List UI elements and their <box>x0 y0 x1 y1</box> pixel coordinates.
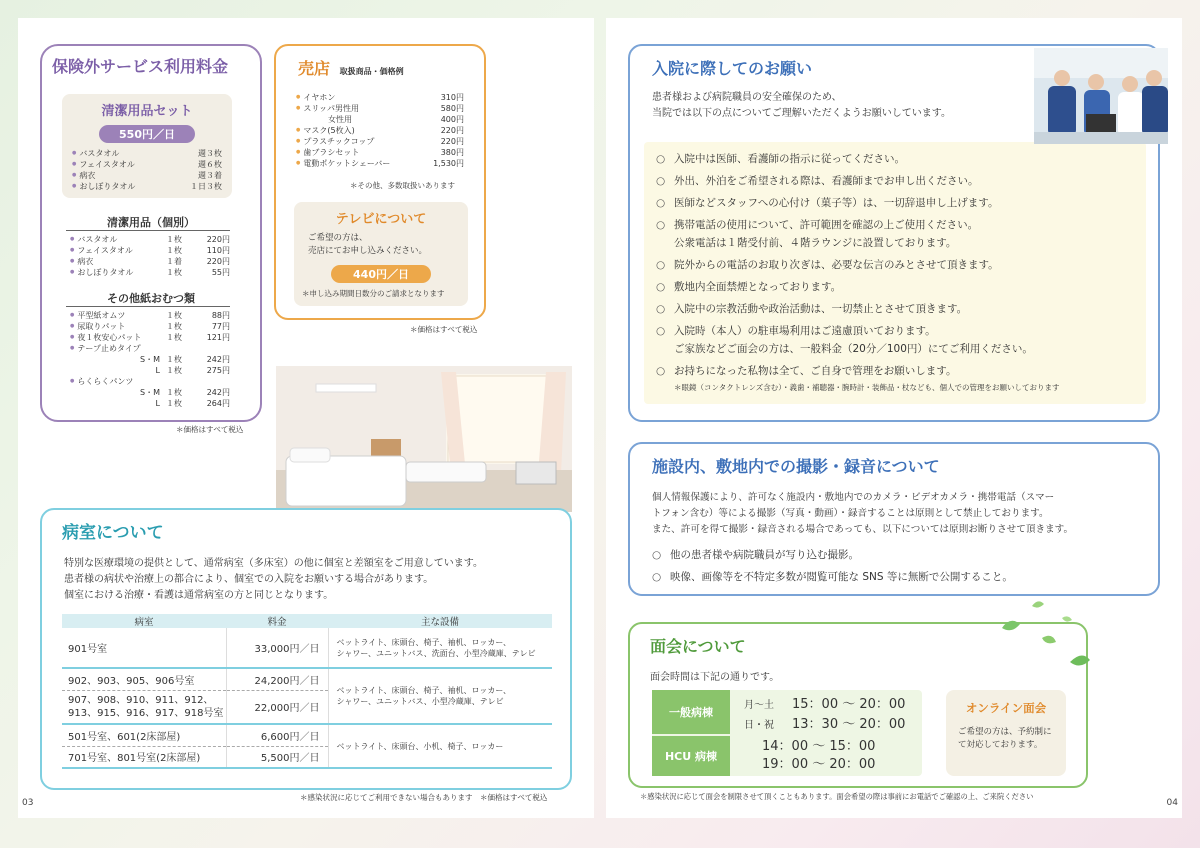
admission-title: 入院に際してのお願い <box>652 59 813 78</box>
admission-list <box>656 152 1134 395</box>
time-label: 14：00 ～ 15：00 <box>762 739 876 754</box>
item-name: ● バスタオル <box>70 234 166 245</box>
item-content <box>674 152 905 166</box>
header-equip: 主な設備 <box>420 617 459 628</box>
item-content <box>674 280 841 294</box>
photo-text <box>652 490 1073 538</box>
diaper-title: その他紙おむつ類 <box>107 292 195 305</box>
equip-cell: ベットライト、床頭台、椅子、袖机、ロッカー、 シャワー、ユニットバス、小型冷蔵庫、テレビ <box>336 686 512 706</box>
list-item <box>72 148 222 159</box>
rooms-table <box>62 614 552 769</box>
item-name: ● 病衣 <box>70 256 166 267</box>
list-item <box>70 245 230 256</box>
table-row <box>62 668 552 690</box>
item-qty: 週３着 <box>198 171 222 180</box>
item-price <box>194 343 230 354</box>
rooms-text-line: 特別な医療環境の提供として、通常病室（多床室）の他に個室と差額室をご用意しています。 <box>64 558 483 569</box>
item-qty: 週３枚 <box>198 149 222 158</box>
item-name: ● おしぼりタオル <box>70 267 166 278</box>
item-qty: １枚 <box>166 399 182 408</box>
item-qty: １枚 <box>166 355 182 364</box>
item-size: S・M <box>140 388 160 397</box>
item-price: 400円 <box>440 115 464 124</box>
list-item <box>70 234 230 245</box>
item-qty <box>166 343 194 354</box>
item-text: 入院時（本人）の駐車場利用はご遠慮頂いております。 <box>674 325 936 337</box>
visit-note: ＊感染状況に応じて面会を制限させて頂くこともあります。面会希望の際は事前にお電話でご確認の上、ご来院ください <box>640 792 1034 801</box>
item-price: 580円 <box>440 104 464 113</box>
item-price: 220円 <box>440 137 464 146</box>
hcu-hours <box>762 738 875 774</box>
general-row <box>744 695 905 715</box>
room-cell: 907、908、910、911、912、 913、915、916、917、918号室 <box>68 694 224 719</box>
photo-text-line: トフォン含む）等による撮影（写真・動画）・録音することは原則として禁止しております。 <box>652 508 1049 519</box>
item-content <box>674 324 1033 356</box>
table-row <box>62 724 552 746</box>
item-size: L <box>155 399 160 408</box>
list-item <box>72 159 222 170</box>
item-name: ● バスタオル <box>72 148 119 159</box>
admission-intro <box>652 90 951 122</box>
circle-bullet-icon: ○ <box>656 175 666 187</box>
list-item <box>656 152 1134 166</box>
item-content <box>674 218 978 250</box>
list-item <box>656 174 1134 188</box>
rooms-box <box>40 508 572 790</box>
hospital-room-illustration <box>276 344 572 512</box>
hcu-ward-label: HCU 病棟 <box>652 736 730 776</box>
shop-note: ＊その他、多数取扱いあります <box>350 181 455 190</box>
general-ward-label: 一般病棟 <box>652 690 730 734</box>
list-item <box>70 310 230 321</box>
rooms-title: 病室について <box>62 523 164 543</box>
set-title: 清潔用品セット <box>101 104 193 119</box>
online-text-line: ご希望の方は、予約制に <box>958 727 1052 737</box>
rooms-text <box>64 556 483 604</box>
fee-cell: 33,000円／日 <box>226 628 328 668</box>
list-item <box>70 321 230 332</box>
item-name: ● おしぼりタオル <box>72 181 135 192</box>
room-cell: 902、903、905、906号室 <box>68 675 195 687</box>
list-item <box>296 136 464 147</box>
insurance-fee-box <box>40 44 262 422</box>
visit-hours-table <box>652 690 922 776</box>
item-qty <box>166 376 194 387</box>
item-content <box>674 174 979 188</box>
item-text: 敷地内全面禁煙となっております。 <box>674 281 842 293</box>
insurance-note: ＊価格はすべて税込 <box>176 425 244 434</box>
tv-text1: ご希望の方は、 <box>308 233 368 243</box>
shop-subtitle: 取扱商品・価格例 <box>339 67 404 76</box>
item-content <box>674 302 967 316</box>
circle-bullet-icon: ○ <box>656 219 666 231</box>
set-list <box>72 148 222 192</box>
room-cell: 901号室 <box>68 644 108 655</box>
item-price: 220円 <box>206 235 230 244</box>
item-size <box>138 332 166 343</box>
room-cell: 701号室、801号室(2床部屋) <box>68 753 201 765</box>
item-text: 医師などスタッフへの心付け（菓子等）は、一切辞退申し上げます。 <box>674 197 999 209</box>
circle-bullet-icon: ○ <box>656 325 666 337</box>
item-price: 220円 <box>206 257 230 266</box>
list-item <box>296 158 464 169</box>
item-price: 121円 <box>206 333 230 342</box>
item-price: 242円 <box>206 388 230 397</box>
item-name: ● 夜１枚安心パット <box>70 332 138 343</box>
item-qty: １枚 <box>166 366 182 375</box>
fee-cell: 5,500円／日 <box>226 746 328 768</box>
online-visit-panel <box>946 690 1066 776</box>
item-text: 入院中は医師、看護師の指示に従ってください。 <box>674 153 905 165</box>
item-price: 1,530円 <box>433 159 464 168</box>
header-fee: 料金 <box>267 617 287 628</box>
admission-intro-line: 当院では以下の点についてご理解いただくようお願いしています。 <box>652 108 951 119</box>
item-size <box>138 321 166 332</box>
item-name <box>70 387 138 398</box>
list-item <box>296 125 464 136</box>
circle-bullet-icon: ○ <box>652 571 662 583</box>
circle-bullet-icon: ○ <box>656 197 666 209</box>
circle-bullet-icon: ○ <box>656 153 666 165</box>
item-name <box>70 354 138 365</box>
photo-item: 他の患者様や病院職員が写り込む撮影。 <box>670 549 859 561</box>
rooms-table-header <box>62 614 552 628</box>
leaf-decoration-icon <box>992 598 1092 678</box>
item-qty: １日３枚 <box>190 182 222 191</box>
list-item <box>656 364 1134 395</box>
item-price: 242円 <box>206 355 230 364</box>
list-item <box>296 147 464 158</box>
room-cell: 501号室、601(2床部屋) <box>68 731 181 743</box>
item-content <box>674 364 1060 395</box>
item-name: ● プラスチックコップ <box>296 136 374 147</box>
item-text: お持ちになった私物は全て、ご自身で管理をお願いします。 <box>674 365 957 377</box>
item-qty: １枚 <box>166 322 182 331</box>
rooms-note: ＊感染状況に応じてご利用できない場合もあります ＊価格はすべて税込 <box>300 793 548 802</box>
list-item <box>652 548 1013 562</box>
time-label: 13：30 ～ 20：00 <box>792 717 906 732</box>
set-panel <box>62 94 232 198</box>
circle-bullet-icon: ○ <box>652 549 662 561</box>
fee-cell: 24,200円／日 <box>226 668 328 690</box>
item-name: ● フェイスタオル <box>70 245 166 256</box>
header-room: 病室 <box>134 617 154 628</box>
item-qty: １枚 <box>166 333 182 342</box>
item-name: ● マスク(5枚入) <box>296 125 355 136</box>
item-name: 女性用 <box>296 115 352 124</box>
set-price: 550円／日 <box>99 125 195 143</box>
item-qty: １着 <box>166 257 182 266</box>
item-qty: １枚 <box>166 311 182 320</box>
item-price <box>194 376 230 387</box>
list-item <box>70 332 230 343</box>
shop-box <box>274 44 486 320</box>
item-price: 110円 <box>206 246 230 255</box>
item-size <box>138 310 166 321</box>
online-text-line: て対応しております。 <box>958 740 1043 750</box>
item-qty: １枚 <box>166 388 182 397</box>
tv-panel <box>294 202 468 306</box>
general-hours <box>744 695 905 735</box>
tv-text2: 売店にてお申し込みください。 <box>308 246 428 256</box>
circle-bullet-icon: ○ <box>656 281 666 293</box>
day-label: 月～土 <box>744 700 774 711</box>
item-price: 88円 <box>211 311 230 320</box>
item-name <box>70 365 138 376</box>
list-item <box>296 103 464 114</box>
shop-title: 売店 <box>298 59 331 78</box>
visit-title: 面会について <box>650 637 746 656</box>
item-price: 310円 <box>440 93 464 102</box>
item-text: 携帯電話の使用について、許可範囲を確認の上ご使用ください。 <box>674 219 979 231</box>
item-name: ● 歯ブラシセット <box>296 147 359 158</box>
item-qty: １枚 <box>166 246 182 255</box>
item-size <box>138 343 166 354</box>
list-item <box>70 354 230 365</box>
photo-item: 映像、画像等を不特定多数が閲覧可能な SNS 等に無断で公開すること。 <box>670 571 1013 583</box>
item-name: ● 平型紙オムツ <box>70 310 138 321</box>
circle-bullet-icon: ○ <box>656 365 666 377</box>
list-item <box>70 256 230 267</box>
general-row <box>744 715 905 735</box>
list-item <box>656 196 1134 210</box>
list-item <box>656 218 1134 250</box>
circle-bullet-icon: ○ <box>656 303 666 315</box>
indiv-list <box>70 234 230 278</box>
list-item <box>70 387 230 398</box>
circle-bullet-icon: ○ <box>656 259 666 271</box>
list-item <box>70 365 230 376</box>
item-name: ● フェイスタオル <box>72 159 135 170</box>
list-item <box>652 570 1013 584</box>
item-sub: 公衆電話は１階受付前、４階ラウンジに設置しております。 <box>674 237 957 249</box>
item-name: ● イヤホン <box>296 92 335 103</box>
right-page <box>606 18 1182 818</box>
divider <box>66 230 230 231</box>
list-item <box>72 170 222 181</box>
item-name: ● 電動ポケットシェーバー <box>296 158 390 169</box>
item-content <box>674 196 998 210</box>
item-name <box>70 398 138 409</box>
room-photo <box>276 344 572 512</box>
photo-text-line: 個人情報保護により、許可なく施設内・敷地内でのカメラ・ビデオカメラ・携帯電話（スマー <box>652 492 1055 503</box>
list-item <box>70 398 230 409</box>
left-page <box>18 18 594 818</box>
shop-list <box>296 92 464 169</box>
tv-title: テレビについて <box>335 212 427 227</box>
page-number-left: 03 <box>22 798 34 808</box>
time-label: 19：00 ～ 20：00 <box>762 757 876 772</box>
tv-price: 440円／日 <box>331 265 431 283</box>
photo-recording-box <box>628 442 1160 596</box>
item-content <box>674 258 999 272</box>
indiv-title: 清潔用品（個別） <box>107 216 195 229</box>
photo-list <box>652 548 1013 592</box>
rooms-text-line: 患者様の病状や治療上の都合により、個室での入院をお願いする場合があります。 <box>64 574 434 585</box>
visit-intro: 面会時間は下記の通りです。 <box>650 672 780 683</box>
photo-title: 施設内、敷地内での撮影・録音について <box>652 457 940 476</box>
list-item <box>656 324 1134 356</box>
item-name: ● 病衣 <box>72 170 95 181</box>
item-price: 220円 <box>440 126 464 135</box>
item-price: 77円 <box>211 322 230 331</box>
item-text: 入院中の宗教活動や政治活動は、一切禁止とさせて頂きます。 <box>674 303 968 315</box>
item-qty: １枚 <box>166 268 182 277</box>
item-size <box>138 376 166 387</box>
equip-cell: ベットライト、床頭台、椅子、袖机、ロッカー、 シャワー、ユニットバス、洗面台、小型冷蔵庫、テレビ <box>336 637 536 658</box>
list-item <box>656 258 1134 272</box>
admission-intro-line: 患者様および病院職員の安全確保のため、 <box>652 92 842 103</box>
equip-cell: ベットライト、床頭台、小机、椅子、ロッカー <box>336 741 504 751</box>
list-item <box>70 267 230 278</box>
item-sub: ご家族などご面会の方は、一般料金（20分／100円）にてご利用ください。 <box>674 343 1033 355</box>
item-name: ● スリッパ男性用 <box>296 103 359 114</box>
shop-tax-note: ＊価格はすべて税込 <box>410 325 478 334</box>
item-note: ＊眼鏡（コンタクトレンズ含む）・義歯・補聴器・腕時計・装飾品・杖なども、個人での管理をお願いしております <box>674 383 1060 392</box>
divider <box>66 306 230 307</box>
diaper-list <box>70 310 230 409</box>
item-price: 264円 <box>206 399 230 408</box>
item-text: 院外からの電話のお取り次ぎは、必要な伝言のみとさせて頂きます。 <box>674 259 999 271</box>
admission-list-panel <box>644 142 1146 404</box>
medical-staff-illustration <box>1034 48 1168 144</box>
item-price: 55円 <box>211 268 230 277</box>
list-item <box>70 343 230 354</box>
page-number-right: 04 <box>1166 798 1178 808</box>
time-label: 15：00 ～ 20：00 <box>792 697 906 712</box>
item-price: 275円 <box>206 366 230 375</box>
item-price: 380円 <box>440 148 464 157</box>
item-name: ● 尿取りパット <box>70 321 138 332</box>
item-size: S・M <box>140 355 160 364</box>
online-text <box>958 726 1066 752</box>
insurance-title: 保険外サービス利用料金 <box>52 57 229 76</box>
list-item <box>656 280 1134 294</box>
fee-cell: 6,600円／日 <box>226 724 328 746</box>
item-qty: １枚 <box>166 235 182 244</box>
item-name: ● テープ止めタイプ <box>70 343 138 354</box>
item-qty: 週６枚 <box>198 160 222 169</box>
list-item <box>296 92 464 103</box>
day-label: 日・祝 <box>744 720 774 731</box>
rooms-text-line: 個室における治療・看護は通常病室の方と同じとなります。 <box>64 590 334 601</box>
fee-cell: 22,000円／日 <box>226 690 328 724</box>
tv-note: ＊申し込み期間日数分のご請求となります <box>302 289 445 298</box>
shop-heading <box>298 56 404 79</box>
list-item <box>656 302 1134 316</box>
photo-text-line: また、許可を得て撮影・録音される場合であっても、以下については原則お断りさせて頂きます。 <box>652 524 1074 535</box>
online-title: オンライン面会 <box>965 701 1047 715</box>
item-size: L <box>155 366 160 375</box>
staff-photo <box>1034 48 1168 144</box>
item-text: 外出、外泊をご希望される際は、看護師までお申し出ください。 <box>674 175 979 187</box>
list-item <box>72 181 222 192</box>
table-row <box>62 628 552 668</box>
list-item <box>296 114 464 125</box>
item-name: ● らくらくパンツ <box>70 376 138 387</box>
list-item <box>70 376 230 387</box>
